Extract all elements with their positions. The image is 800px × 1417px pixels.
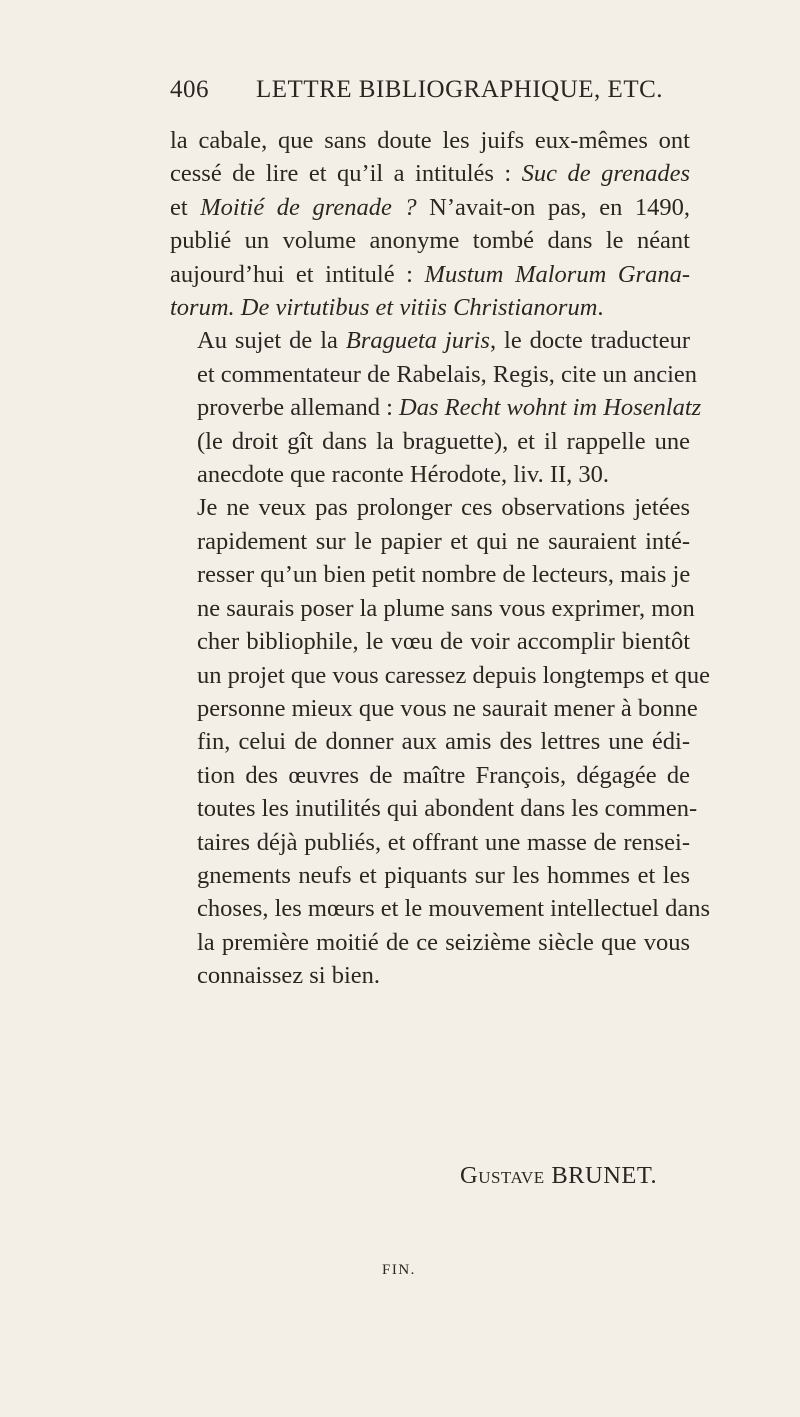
title-suc-de-grenades: Suc de grenades [521, 160, 690, 188]
text-line: cher bibliophile, le vœu de voir accomplir bientôt [197, 628, 690, 656]
paragraph-3 [170, 491, 711, 992]
text-line: toutes les inutilités qui abondent dans les commen- [197, 795, 698, 823]
text-line: taires déjà publiés, et offrant une masse de rensei- [197, 828, 690, 856]
text-line: ne saurais poser la plume sans vous exprimer, mon [197, 594, 695, 622]
text-line: resser qu’un bien petit nombre de lecteurs, mais je [197, 561, 691, 589]
text-line: (le droit gît dans la braguette), et il rappelle une [197, 427, 690, 455]
fin-marker: FIN. [382, 1262, 416, 1278]
text-line: fin, celui de donner aux amis des lettres une édi- [197, 728, 690, 756]
text-line: aujourd’hui et intitulé : Mustum Malorum Grana- [170, 260, 690, 288]
page-number: 406 [170, 76, 209, 103]
paragraph-1 [170, 124, 690, 324]
title-mustum-malorum: Mustum Malorum Grana- [424, 260, 690, 288]
running-head [170, 76, 690, 112]
text-line: la première moitié de ce seizième siècle que vous [197, 928, 690, 956]
signature-last-name: BRUNET. [551, 1162, 658, 1189]
text-line: Je ne veux pas prolonger ces observations jetées [197, 494, 690, 522]
proverb-german: Das Recht wohnt im Hosenlatz [399, 394, 702, 422]
text-line: torum. De virtutibus et vitiis Christianorum. [170, 294, 604, 322]
text-line: et commentateur de Rabelais, Regis, cite un ancien [197, 360, 698, 388]
text-line: et Moitié de grenade ? N’avait-on pas, en 1490, [170, 193, 691, 221]
text-line: anecdote que raconte Hérodote, liv. II, 30. [197, 461, 610, 489]
text-line: la cabale, que sans doute les juifs eux-mêmes ont [170, 127, 690, 154]
running-title: LETTRE BIBLIOGRAPHIQUE, ETC. [256, 76, 664, 103]
text-line: choses, les mœurs et le mouvement intellectuel dans [197, 895, 711, 923]
text-line: rapidement sur le papier et qui ne sauraient inté- [197, 527, 690, 555]
author-signature [460, 1162, 657, 1190]
text-line: proverbe allemand : Das Recht wohnt im Hosenlatz [197, 394, 702, 422]
text-line: tion des œuvres de maître François, dégagée de [197, 761, 690, 789]
body-text [170, 124, 711, 993]
text-line: un projet que vous caressez depuis longtemps et que [197, 661, 711, 689]
text-line: cessé de lire et qu’il a intitulés : Suc de grenades [170, 160, 690, 188]
signature-first-name: Gustave [460, 1162, 545, 1189]
title-mustum-malorum-cont: torum. De virtutibus et vitiis Christianorum [170, 294, 598, 322]
text-line: gnements neufs et piquants sur les hommes et les [197, 861, 690, 889]
paragraph-2 [170, 324, 702, 491]
title-moitie-de-grenade: Moitié de grenade ? [200, 193, 417, 221]
text-line: personne mieux que vous ne saurait mener à bonne [197, 694, 698, 722]
title-bragueta-juris: Bragueta juris [345, 327, 490, 355]
text-line: publié un volume anonyme tombé dans le néant [170, 227, 690, 255]
text-line: Au sujet de la Bragueta juris, le docte traducteur [197, 327, 690, 355]
text-line: connaissez si bien. [197, 962, 381, 990]
